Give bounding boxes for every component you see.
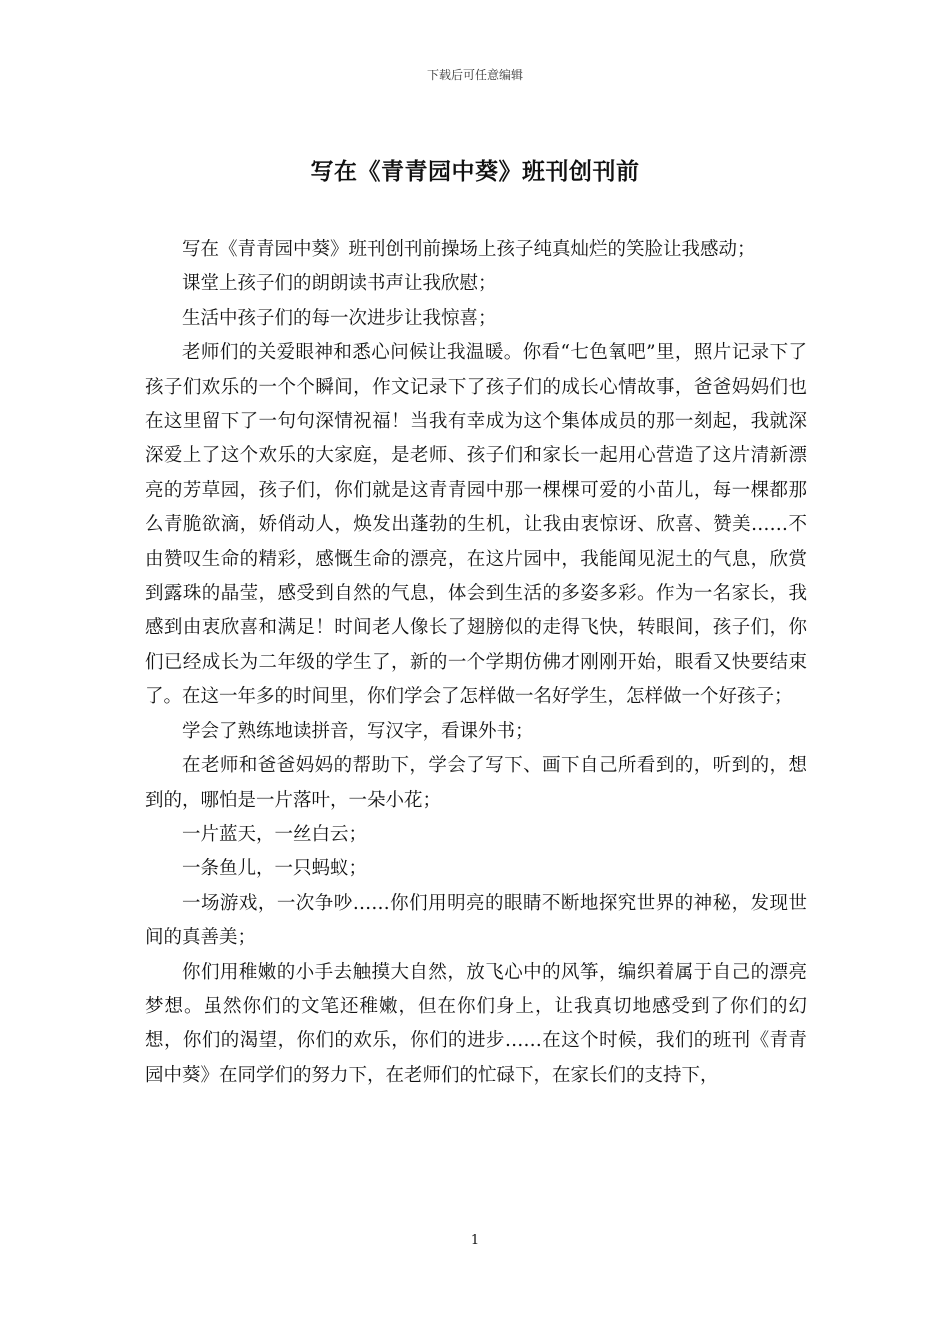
- document-body: [145, 233, 807, 1093]
- paragraph: 老师们的关爱眼神和悉心问候让我温暖。你看“七色氧吧”里，照片记录下了孩子们欢乐的一个个瞬间，作文记录下了孩子们的成长心情故事，爸爸妈妈们也在这里留下了一句句深情祝福！当我有幸成为这个集体成员的那一刻起，我就深深爱上了这个欢乐的大家庭，是老师、孩子们和家长一起用心营造了这片清新漂亮的芳草园，孩子们，你们就是这青青园中那一棵棵可爱的小苗儿，每一棵都那么青脆欲滴，娇俏动人，焕发出蓬勃的生机，让我由衷惊讶、欣喜、赞美……不由赞叹生命的精彩，感慨生命的漂亮，在这片园中，我能闻见泥土的气息，欣赏到露珠的晶莹，感受到自然的气息，体会到生活的多姿多彩。作为一名家长，我感到由衷欣喜和满足！时间老人像长了翅膀似的走得飞快，转眼间，孩子们，你们已经成长为二年级的学生了，新的一个学期仿佛才刚刚开始，眼看又快要结束了。在这一年多的时间里，你们学会了怎样做一名好学生，怎样做一个好孩子；: [145, 342, 807, 708]
- paragraph: 课堂上孩子们的朗朗读书声让我欣慰；: [182, 273, 497, 295]
- page-number: 1: [470, 1233, 480, 1248]
- paragraph: 生活中孩子们的每一次进步让我惊喜；: [182, 307, 497, 329]
- paragraph: 你们用稚嫩的小手去触摸大自然，放飞心中的风筝，编织着属于自己的漂亮梦想。虽然你们的文笔还稚嫩，但在你们身上，让我真切地感受到了你们的幻想，你们的渴望，你们的欢乐，你们的进步……在这个时候，我们的班刊《青青园中葵》在同学们的努力下，在老师们的忙碌下，在家长们的支持下，: [145, 961, 807, 1086]
- paragraph: 一场游戏，一次争吵……你们用明亮的眼睛不断地探究世界的神秘，发现世间的真善美；: [145, 892, 807, 949]
- paragraph: 写在《青青园中葵》班刊创刊前操场上孩子纯真灿烂的笑脸让我感动；: [182, 239, 756, 260]
- header-note: 下载后可任意编辑: [426, 68, 523, 82]
- document-title: 写在《青青园中葵》班刊创刊前: [310, 158, 640, 185]
- paragraph: 学会了熟练地读拼音，写汉字，看课外书；: [182, 720, 534, 742]
- paragraph: 一条鱼儿，一只蚂蚁；: [182, 858, 368, 880]
- paragraph: 一片蓝天，一丝白云；: [182, 823, 368, 845]
- paragraph: 在老师和爸爸妈妈的帮助下，学会了写下、画下自己所看到的，听到的，想到的，哪怕是一片落叶，一朵小花；: [145, 755, 807, 811]
